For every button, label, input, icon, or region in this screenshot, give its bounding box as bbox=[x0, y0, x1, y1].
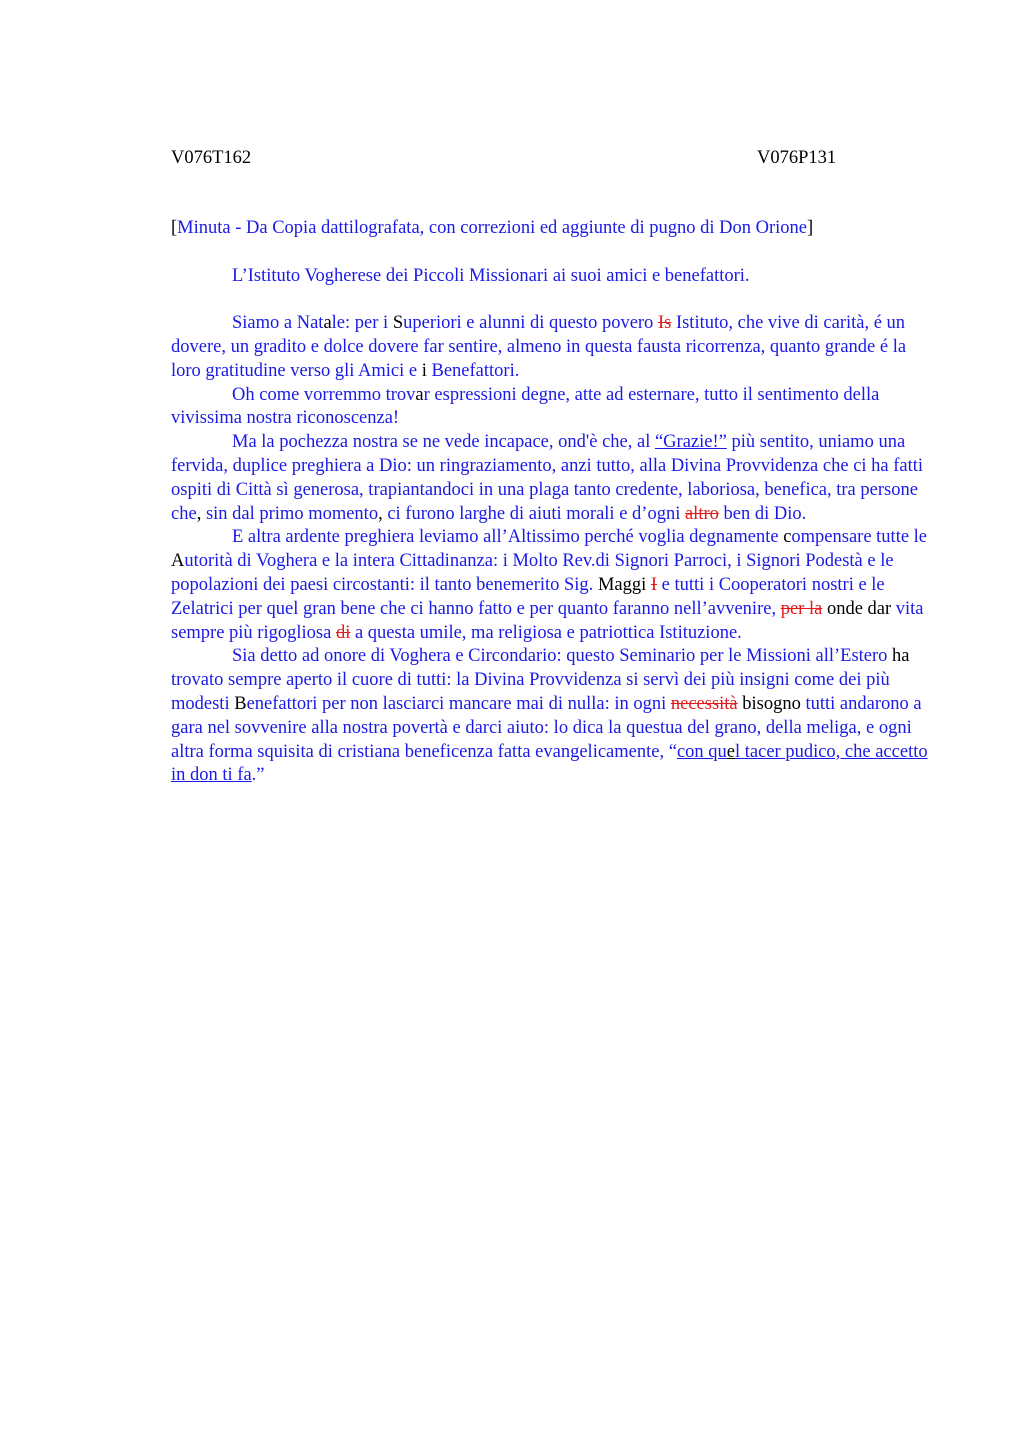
paragraph-3: Ma la pochezza nostra se ne vede incapace, ond'è che, al “Grazie!” più sentito, uniamo una fervida, duplice preghiera a Dio: un ringraziamento, anzi tutto, alla Divina Provvidenza che ci ha fatti ospiti di Città sì generosa, trapiantandoci in una plaga tanto credente, laboriosa, benefica, tra persone che, sin dal primo momento, ci furono larghe di aiuti morali e d’ogni altro ben di Dio. bbox=[171, 432, 924, 524]
deleted-text: necessità bbox=[670, 693, 738, 714]
paragraph-1: Siamo a Natale: per i Superiori e alunni di questo povero Is Istituto, che vive di carità, é un dovere, un gradito e dolce dovere far sentire, almeno in questa fausta ricorrenza, quanto grande é la loro gratitudine verso gli Amici e i Benefattori. bbox=[171, 313, 907, 381]
deleted-text: I bbox=[650, 574, 658, 595]
deleted-text: di bbox=[335, 622, 351, 643]
deleted-text: Is bbox=[657, 313, 672, 334]
underlined-text: e bbox=[726, 741, 735, 762]
letter-title: L’Istituto Vogherese dei Piccoli Missionari ai suoi amici e benefattori. bbox=[232, 265, 750, 286]
underlined-text: con qu bbox=[676, 741, 727, 762]
deleted-text: per la bbox=[780, 598, 823, 619]
underlined-text: “Grazie!” bbox=[654, 432, 727, 453]
header-right-code: V076P131 bbox=[757, 148, 837, 168]
deleted-text: altro bbox=[684, 503, 719, 524]
paragraph-2: Oh come vorremmo trovar espressioni degne, atte ad esternare, tutto il sentimento della vivissima nostra riconoscenza! bbox=[171, 384, 880, 429]
underlined-text: l tacer pudico, che accetto in don ti fa bbox=[171, 741, 928, 786]
source-note: [Minuta - Da Copia dattilografata, con correzioni ed aggiunte di pugno di Don Orione] bbox=[171, 218, 814, 238]
header-left-code: V076T162 bbox=[171, 148, 252, 168]
letter-body bbox=[171, 217, 931, 788]
paragraph-5: Sia detto ad onore di Voghera e Circondario: questo Seminario per le Missioni all’Estero ha trovato sempre aperto il cuore di tutti: la Divina Provvidenza si servì dei più insigni come dei più modesti Benefattori per non lasciarci mancare mai di nulla: in ogni necessità bisogno tutti andarono a gara nel sovvenire alla nostra povertà e darci aiuto: lo dica la questua del grano, della meliga, e ogni altra forma squisita di cristiana beneficenza fatta evangelicamente, “con quel tacer pudico, che accetto in don ti fa.” bbox=[171, 646, 928, 786]
paragraph-4: E altra ardente preghiera leviamo all’Altissimo perché voglia degnamente compensare tutte le Autorità di Voghera e la intera Cittadinanza: i Molto Rev.di Signori Parroci, i Signori Podestà e le popolazioni dei paesi circostanti: il tanto benemerito Sig. Maggi I e tutti i Cooperatori nostri e le Zelatrici per quel gran bene che ci hanno fatto e per quanto faranno nell’avvenire, per la onde dar vita sempre più rigogliosa di a questa umile, ma religiosa e patriottica Istituzione. bbox=[171, 527, 928, 643]
